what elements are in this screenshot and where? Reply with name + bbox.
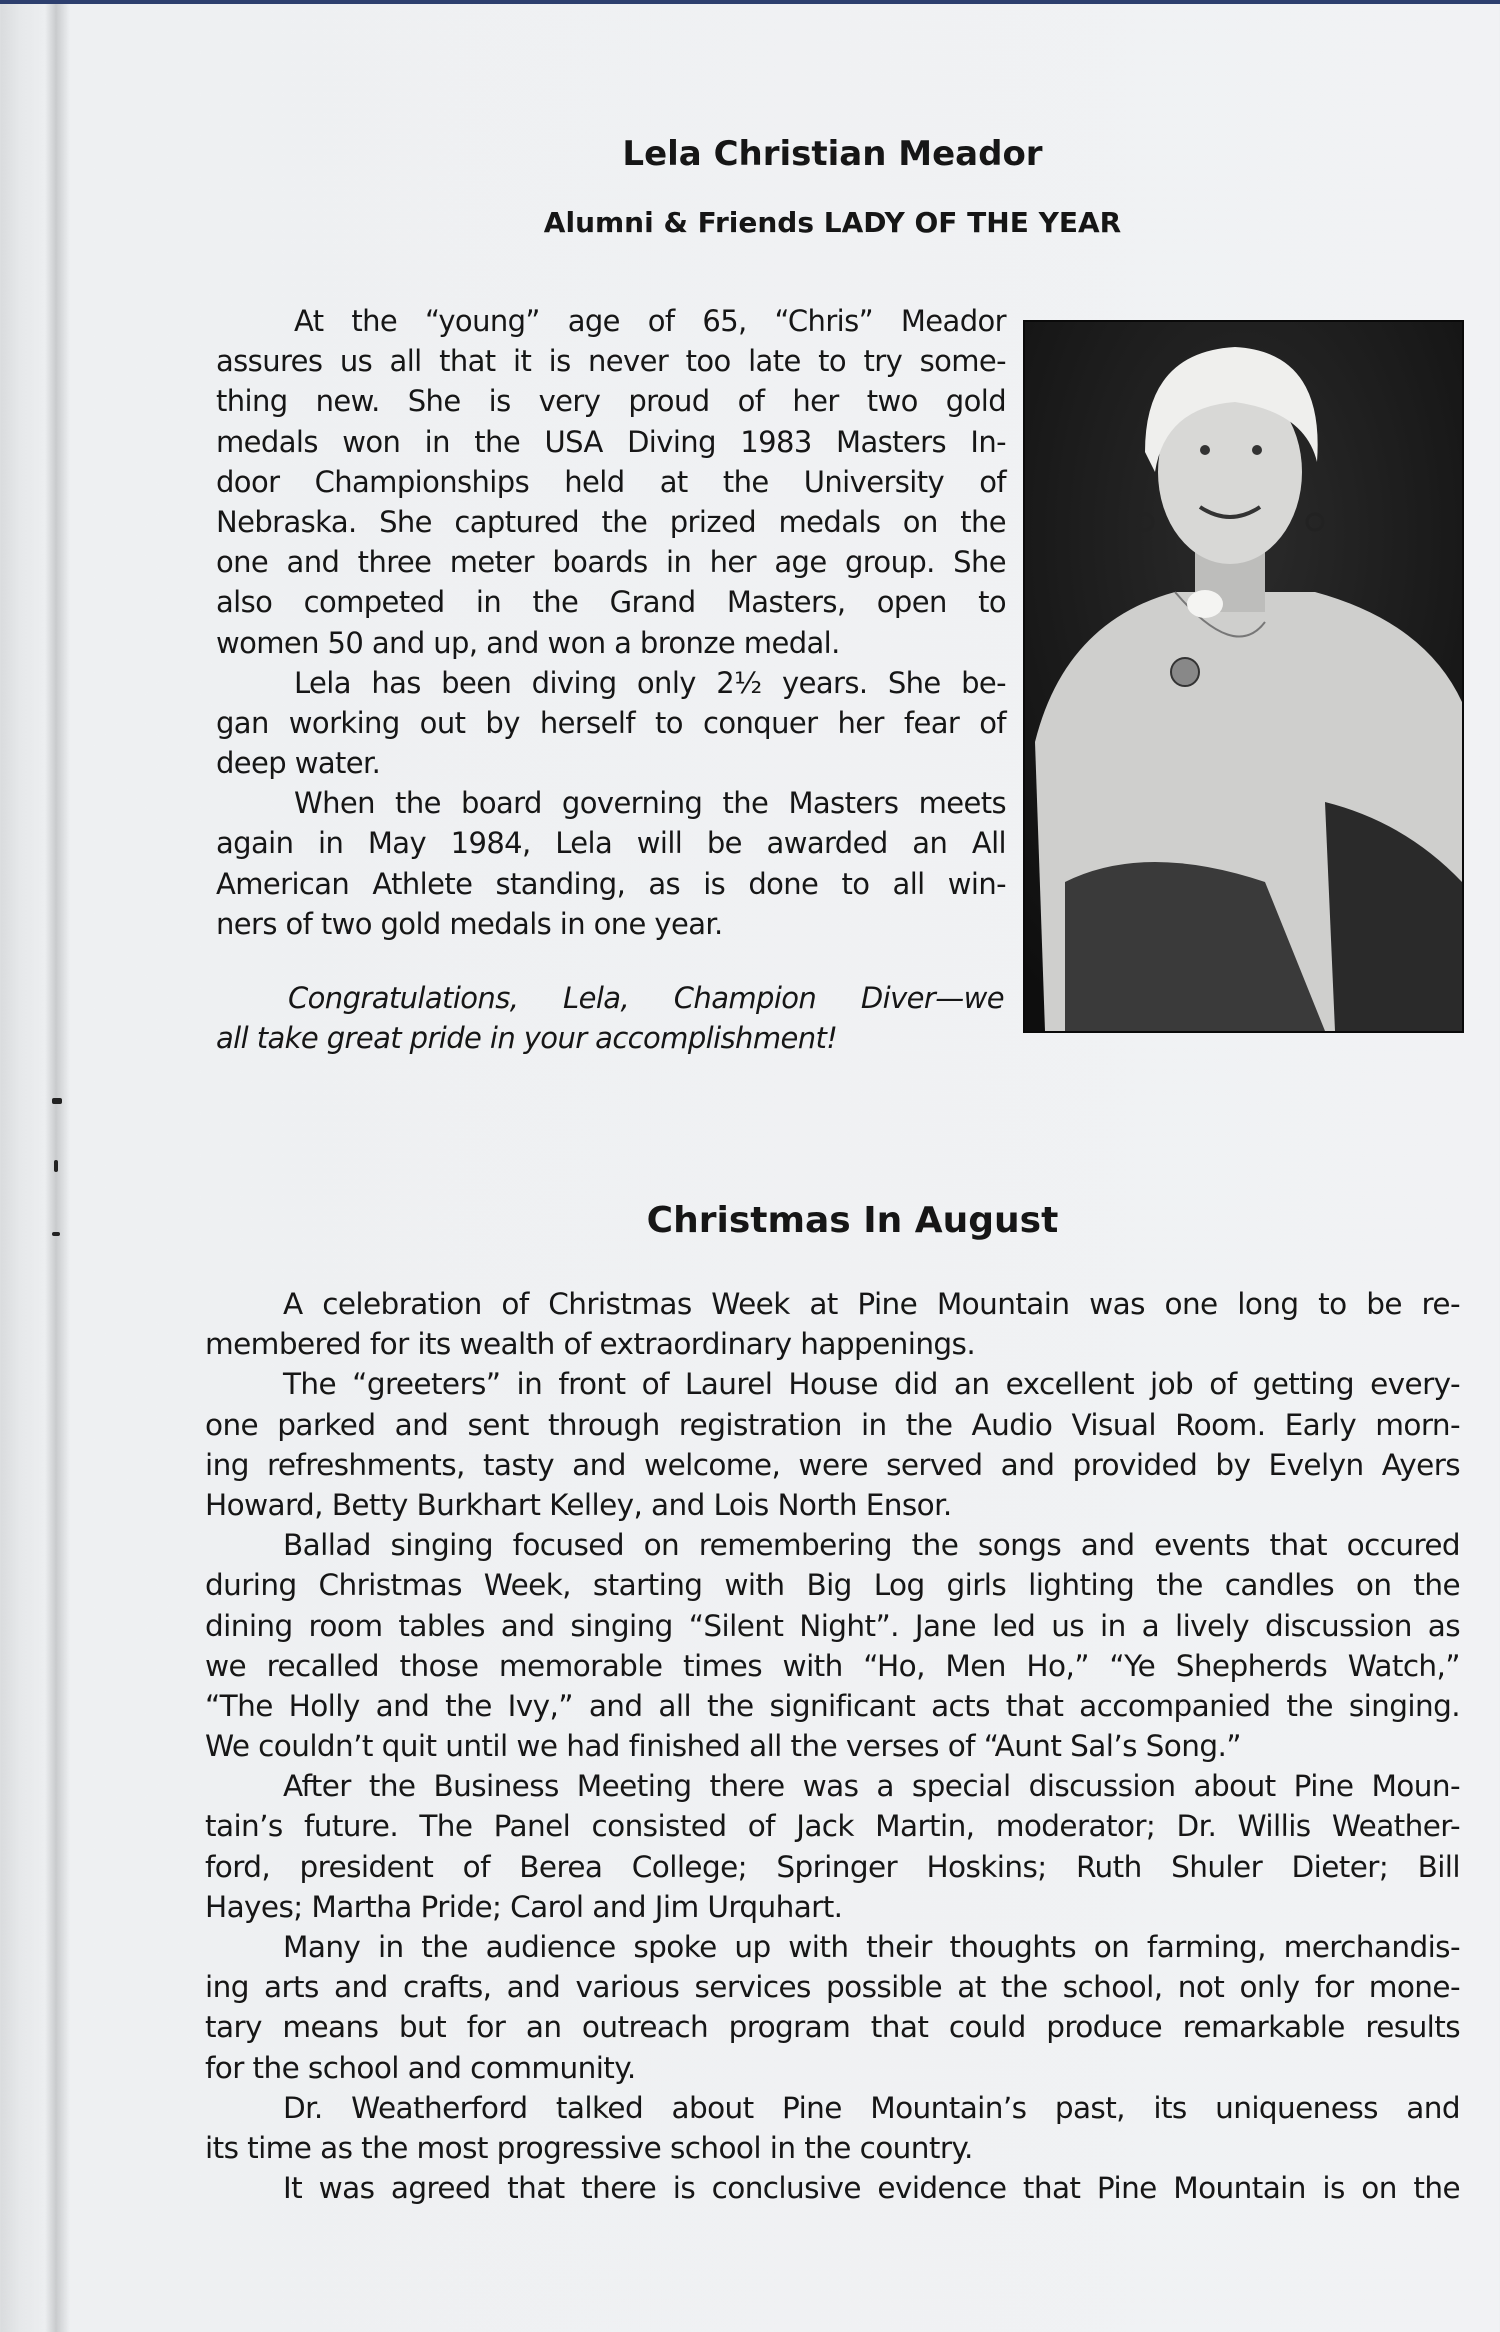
paragraph <box>205 1364 1460 1525</box>
text-line: medals won in the USA Diving 1983 Masters In- <box>216 424 1006 459</box>
text-line: membered for its wealth of extraordinary happenings. <box>205 1327 976 1362</box>
text-line: tain’s future. The Panel consisted of Jack Martin, moderator; Dr. Willis Weather- <box>205 1809 1460 1844</box>
text-line: again in May 1984, Lela will be awarded an All <box>216 826 1006 861</box>
text-line: its time as the most progressive school in the country. <box>205 2130 973 2165</box>
text-line: door Championships held at the University of <box>216 464 1006 499</box>
article-title: Lela Christian Meador <box>622 134 1043 174</box>
page-top-edge <box>0 0 1500 4</box>
paragraph <box>205 1525 1460 1766</box>
text-line: dining room tables and singing “Silent Night”. Jane led us in a lively discussion as <box>205 1608 1460 1643</box>
article-title: Christmas In August <box>646 1200 1059 1241</box>
paragraph <box>205 2168 1460 2208</box>
text-line: Congratulations, Lela, Champion Diver—we <box>288 981 1004 1015</box>
paragraph <box>205 2088 1460 2168</box>
text-line: When the board governing the Masters meets <box>294 786 1006 821</box>
text-line: At the “young” age of 65, “Chris” Meador <box>294 304 1006 338</box>
text-line: American Athlete standing, as is done to all win- <box>216 866 1006 901</box>
text-line: Dr. Weatherford talked about Pine Mountain’s past, its uniqueness and <box>283 2090 1460 2125</box>
binding-mark <box>52 1098 62 1104</box>
text-line: Lela has been diving only 2½ years. She be- <box>294 665 1006 700</box>
text-line: thing new. She is very proud of her two gold <box>216 384 1006 419</box>
text-line: also competed in the Grand Masters, open to <box>216 585 1006 620</box>
binding-mark <box>54 1160 58 1172</box>
paragraph <box>216 301 1006 663</box>
text-line: The “greeters” in front of Laurel House did an excellent job of getting every- <box>283 1367 1460 1402</box>
portrait-image <box>1025 322 1462 1031</box>
text-line: deep water. <box>216 746 381 781</box>
text-line: ners of two gold medals in one year. <box>216 906 723 941</box>
text-line: assures us all that it is never too late to try some- <box>216 344 1006 379</box>
text-line: for the school and community. <box>205 2050 636 2085</box>
text-line: women 50 and up, and won a bronze medal. <box>216 625 840 660</box>
text-line: Hayes; Martha Pride; Carol and Jim Urquhart. <box>205 1889 843 1924</box>
text-line: It was agreed that there is conclusive evidence that Pine Mountain is on the <box>283 2171 1460 2206</box>
text-line: one and three meter boards in her age group. She <box>216 545 1006 580</box>
text-line: ing arts and crafts, and various services possible at the school, not only for mone- <box>205 1970 1460 2005</box>
text-line: Many in the audience spoke up with their thoughts on farming, merchandis- <box>283 1930 1460 1964</box>
text-line: all take great pride in your accomplishment! <box>216 1021 838 1056</box>
paragraph <box>205 1766 1460 1927</box>
text-line: gan working out by herself to conquer her fear of <box>216 705 1006 740</box>
paragraph <box>205 1927 1460 2088</box>
closing-note <box>216 978 1006 1058</box>
article-body <box>216 301 1006 1058</box>
article-body <box>205 1284 1460 2208</box>
text-line: A celebration of Christmas Week at Pine Mountain was one long to be re- <box>283 1287 1460 1321</box>
text-line: “The Holly and the Ivy,” and all the significant acts that accompanied the singing. <box>205 1688 1460 1723</box>
portrait-photo <box>1023 320 1464 1033</box>
article-subtitle: Alumni & Friends LADY OF THE YEAR <box>543 206 1122 239</box>
text-line: Ballad singing focused on remembering the songs and events that occured <box>283 1528 1460 1563</box>
paragraph <box>205 1284 1460 1364</box>
text-line: one parked and sent through registration in the Audio Visual Room. Early morn- <box>205 1407 1460 1442</box>
text-line: After the Business Meeting there was a special discussion about Pine Moun- <box>283 1769 1460 1804</box>
text-line: Nebraska. She captured the prized medals on the <box>216 504 1006 539</box>
text-line: we recalled those memorable times with “Ho, Men Ho,” “Ye Shepherds Watch,” <box>205 1648 1460 1683</box>
spacer <box>216 944 1006 978</box>
text-line: ford, president of Berea College; Springer Hoskins; Ruth Shuler Dieter; Bill <box>205 1849 1460 1884</box>
text-line: ing refreshments, tasty and welcome, were served and provided by Evelyn Ayers <box>205 1447 1460 1482</box>
text-line: tary means but for an outreach program that could produce remarkable results <box>205 2010 1460 2045</box>
text-line: Howard, Betty Burkhart Kelley, and Lois North Ensor. <box>205 1487 952 1522</box>
text-line: We couldn’t quit until we had finished all the verses of “Aunt Sal’s Song.” <box>205 1729 1241 1764</box>
paragraph <box>216 663 1006 784</box>
paragraph <box>216 783 1006 944</box>
text-line: during Christmas Week, starting with Big Log girls lighting the candles on the <box>205 1568 1460 1603</box>
